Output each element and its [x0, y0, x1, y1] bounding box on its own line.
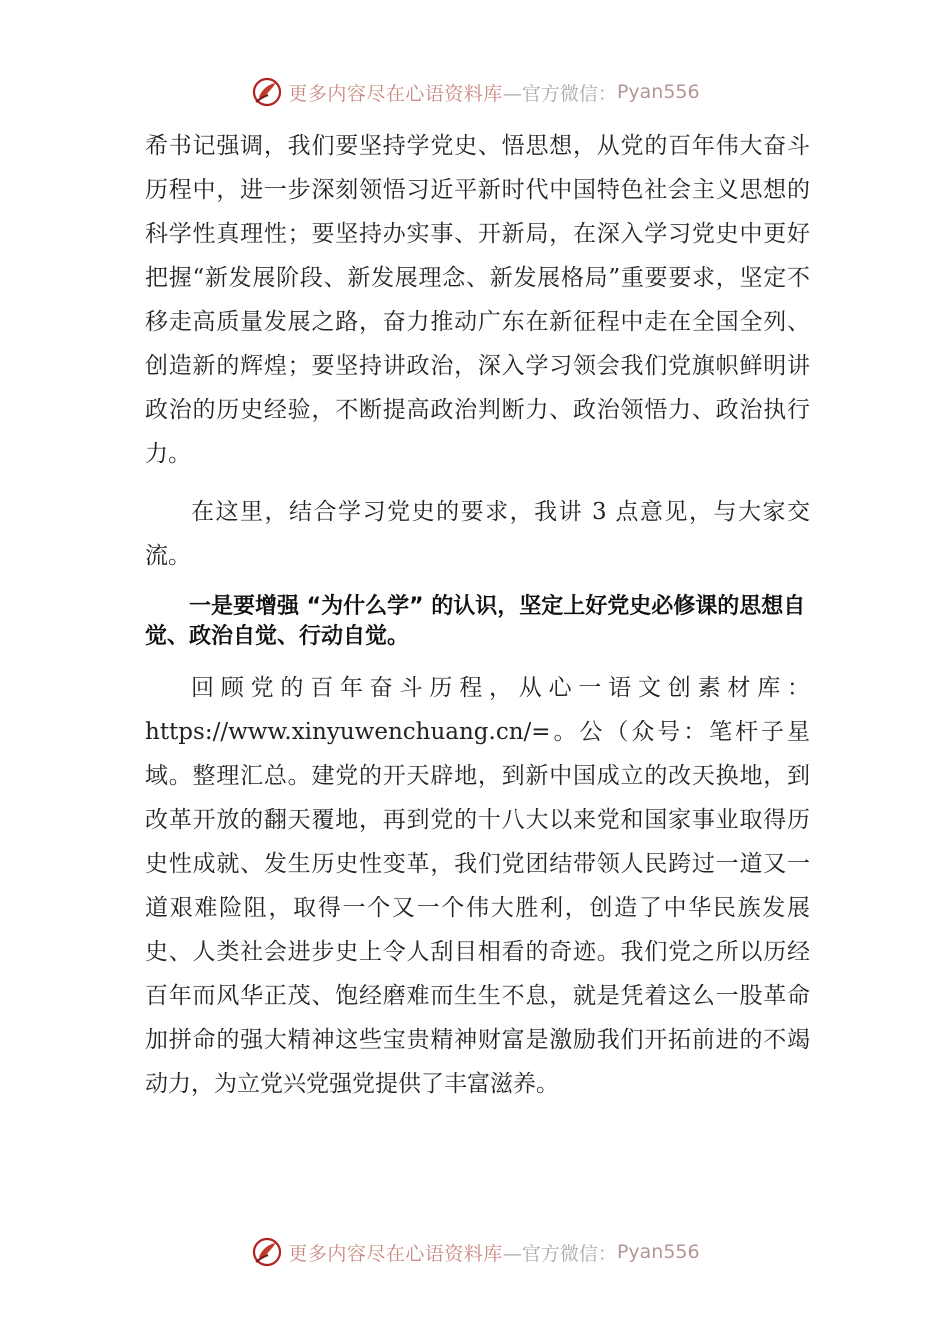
header-watermark-banner: [0, 70, 950, 114]
watermark-brand: 更多内容尽在心语资料库: [288, 1242, 503, 1265]
section-heading-1: 一是要增强 “为什么学” 的认识，坚定上好党史必修课的思想自觉、政治自觉、行动自觉。: [145, 594, 806, 649]
paragraph-3: 回顾党的百年奋斗历程，从心一语文创素材库：https://www.xinyuwenchuang.cn/=。公（众号：笔杆子星域。整理汇总。建党的开天辟地，到新中国成立的改天换地，到改革开放的翻天覆地，再到党的十八大以来党和国家事业取得历史性成就、发生历史性变革，我们党团结带领人民跨过一道又一道艰难险阻，取得一个又一个伟大胜利，创造了中华民族发展史、人类社会进步史上令人刮目相看的奇迹。我们党之所以历经百年而风华正茂、饱经磨难而生生不息，就是凭着这么一股革命加拼命的强大精神这些宝贵精神财富是激励我们开拓前进的不竭动力，为立党兴党强党提供了丰富滋养。: [145, 675, 810, 1097]
logo-icon: [250, 75, 284, 109]
document-body: [145, 124, 810, 1106]
watermark-handle: Pyan556: [616, 81, 700, 103]
paragraph-2: 在这里，结合学习党史的要求，我讲 3 点意见，与大家交流。: [145, 499, 810, 569]
watermark-tail: —官方微信：: [502, 1242, 617, 1265]
logo-icon: [250, 1235, 284, 1269]
watermark-tail: —官方微信：: [502, 82, 617, 105]
watermark-brand: 更多内容尽在心语资料库: [288, 82, 503, 105]
watermark-handle: Pyan556: [616, 1241, 700, 1263]
footer-watermark-banner: [0, 1230, 950, 1274]
paragraph-1: 希书记强调，我们要坚持学党史、悟思想，从党的百年伟大奋斗历程中，进一步深刻领悟习近平新时代中国特色社会主义思想的科学性真理性；要坚持办实事、开新局，在深入学习党史中更好把握“新发展阶段、新发展理念、新发展格局”重要要求，坚定不移走高质量发展之路，奋力推动广东在新征程中走在全国全列、创造新的辉煌；要坚持讲政治，深入学习领会我们党旗帜鲜明讲政治的历史经验，不断提高政治判断力、政治领悟力、政治执行力。: [145, 133, 810, 467]
